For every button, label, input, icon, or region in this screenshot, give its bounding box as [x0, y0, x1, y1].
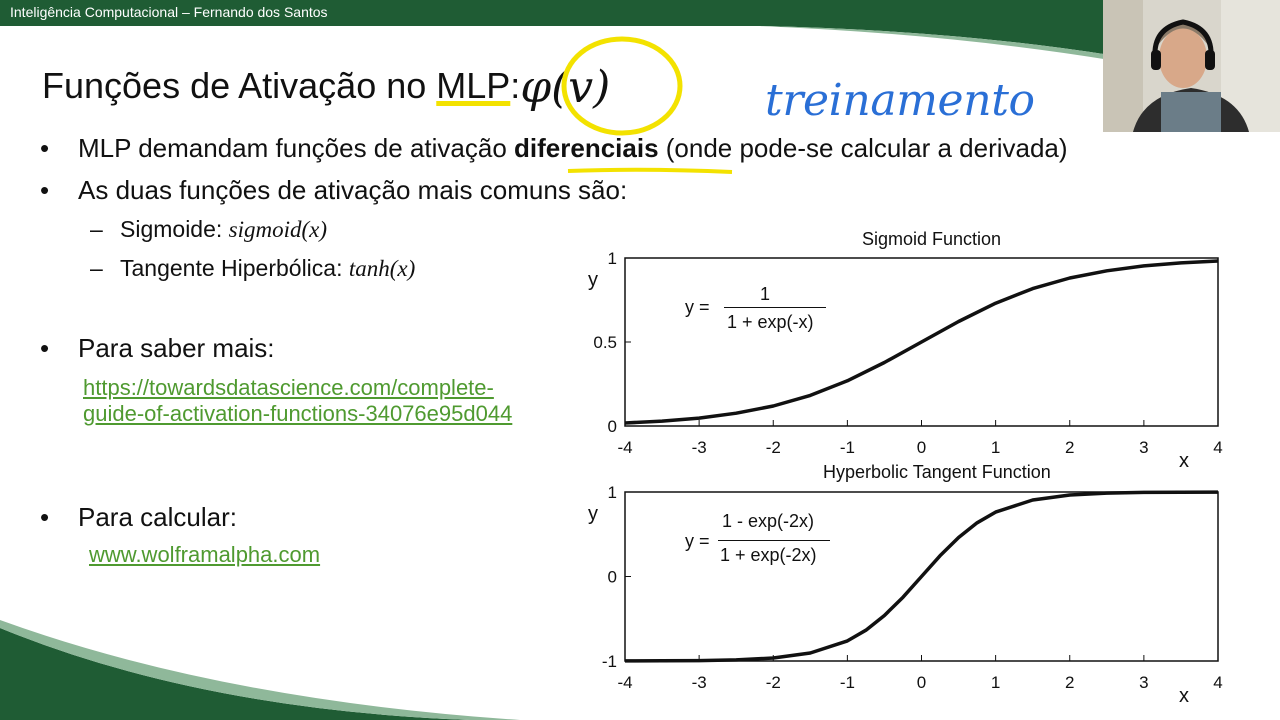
title-text: Funções de Ativação no	[42, 65, 437, 106]
x-axis-label: x	[1179, 685, 1189, 707]
bullet-dot: •	[40, 333, 50, 363]
y-tick-label: -1	[601, 652, 617, 671]
x-tick-label: 1	[990, 438, 1001, 457]
x-tick-label: -2	[765, 673, 781, 692]
x-tick-label: -1	[839, 438, 855, 457]
tanh-formula-lhs: y =	[685, 531, 710, 551]
sigmoid-formula-den: 1 + exp(-x)	[727, 312, 814, 332]
bullet-dot: •	[40, 133, 50, 163]
y-tick-label: 0	[607, 417, 617, 436]
bullet-dot: •	[40, 502, 50, 532]
header-title: Inteligência Computacional – Fernando dos Santos	[10, 4, 328, 20]
wolframalpha-link[interactable]: www.wolframalpha.com	[89, 542, 321, 567]
y-axis-label: y	[588, 503, 598, 525]
chart-title-sigmoid: Sigmoid Function	[862, 229, 1002, 249]
calculate-text: Para calcular:	[78, 502, 237, 532]
learn-more-text: Para saber mais:	[78, 333, 275, 363]
y-axis-label: y	[588, 269, 598, 291]
x-tick-label: -2	[765, 438, 781, 457]
bullet-dot: •	[40, 175, 50, 205]
x-tick-label: 0	[916, 438, 927, 457]
x-tick-label: 2	[1065, 438, 1075, 457]
bullet-1-suffix: (onde pode-se calcular a derivada)	[658, 133, 1068, 163]
tanh-fraction-bar	[718, 540, 830, 541]
webcam-video	[1103, 0, 1280, 132]
sigmoid-formula-lhs: y =	[685, 297, 710, 317]
footer-swoosh	[0, 600, 640, 720]
x-axis-label: x	[1179, 450, 1189, 472]
sigmoid-curve	[625, 261, 1218, 423]
x-tick-label: -3	[691, 673, 707, 692]
x-tick-label: 0	[916, 673, 927, 692]
bullet-2-text: As duas funções de ativação mais comuns são:	[78, 175, 628, 205]
title-formula: φ(v)	[520, 62, 611, 113]
x-tick-label: 4	[1213, 438, 1223, 457]
x-tick-label: -4	[617, 673, 633, 692]
y-tick-label: 0	[607, 567, 617, 587]
sub-bullet-formula: tanh(x)	[348, 256, 416, 281]
x-tick-label: 3	[1139, 673, 1149, 692]
sub-bullet-label: Sigmoide:	[120, 216, 229, 242]
tanh-formula-num: 1 - exp(-2x)	[722, 511, 815, 531]
presenter-image	[1103, 0, 1280, 132]
sigmoid-fraction-bar	[724, 307, 826, 308]
bullet-1-text: MLP demandam funções de ativação	[78, 133, 515, 163]
link-line-2[interactable]: guide-of-activation-functions-34076e95d044	[83, 401, 513, 426]
sigmoid-formula-num: 1	[760, 284, 771, 304]
title-colon: :	[510, 65, 521, 106]
x-tick-label: 2	[1065, 673, 1075, 692]
dash-glyph: –	[90, 255, 103, 281]
sub-bullet-formula: sigmoid(x)	[228, 217, 328, 242]
x-tick-label: -1	[839, 673, 855, 692]
link-line-1[interactable]: https://towardsdatascience.com/complete-	[83, 375, 494, 400]
y-tick-label: 0.5	[593, 333, 617, 352]
dash-glyph: –	[90, 216, 103, 242]
x-tick-label: -3	[691, 438, 707, 457]
y-tick-label: 1	[607, 483, 617, 502]
x-tick-label: -4	[617, 438, 633, 457]
tanh-formula-den: 1 + exp(-2x)	[720, 545, 817, 565]
bullet-1-bold: diferenciais	[514, 133, 659, 163]
handwriting-text: treinamento	[765, 75, 1035, 126]
x-tick-label: 4	[1213, 673, 1223, 692]
tanh-curve	[625, 492, 1218, 661]
chart-title-tanh: Hyperbolic Tangent Function	[823, 462, 1051, 482]
title-mlp: MLP	[436, 65, 511, 106]
y-tick-label: 1	[607, 249, 617, 268]
sub-bullet-label: Tangente Hiperbólica:	[120, 255, 349, 281]
x-tick-label: 1	[990, 673, 1001, 692]
x-tick-label: 3	[1139, 438, 1149, 457]
